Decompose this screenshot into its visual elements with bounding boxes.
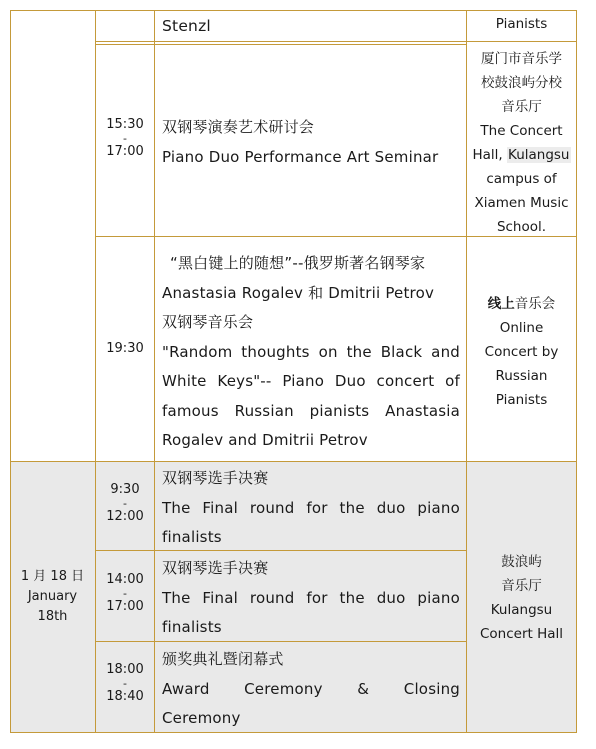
row5-time (96, 661, 154, 706)
row2-event (162, 249, 460, 456)
row3-event (162, 464, 460, 553)
row1-event (162, 113, 460, 172)
row1-event-en: Piano Duo Performance Art Seminar (162, 147, 439, 166)
row2-event-l4: "Random thoughts on the Black and (162, 342, 460, 361)
row1-venue-l5 (466, 143, 577, 167)
row1-venue-hall: Hall, (472, 147, 508, 163)
row2-event-l6: famous Russian pianists Anastasia (162, 401, 460, 420)
row4-time-start: 14:00 (106, 572, 144, 587)
jan18-venue-l2: 音乐厅 (501, 578, 542, 594)
header-venue: Pianists (495, 16, 548, 32)
row1-time-start: 15:30 (106, 117, 144, 132)
row3-event-zh: 双钢琴选手决赛 (162, 469, 269, 487)
row1-time-end: 17:00 (106, 144, 144, 159)
row4-time-sep: - (123, 587, 127, 600)
jan18-venue-l1: 鼓浪屿 (501, 554, 542, 570)
row1-venue-l4: The Concert (480, 123, 563, 139)
row3-time-sep: - (123, 497, 127, 510)
row3-time-end: 12:00 (106, 509, 144, 524)
row1-venue-l7: Xiamen Music (474, 195, 569, 211)
date-en-day: 18th (37, 609, 68, 624)
row2-venue-concert-zh: 音乐会 (514, 296, 556, 312)
jan18-venue (466, 550, 577, 646)
row1-venue-kulangsu: Kulangsu (508, 147, 570, 163)
row5-time-end: 18:40 (106, 689, 144, 704)
row2-venue-l5: Pianists (495, 392, 548, 408)
jan18-venue-l4: Concert Hall (479, 626, 564, 642)
row2-venue (466, 292, 577, 412)
row4-event-zh: 双钢琴选手决赛 (162, 559, 269, 577)
row3-time (96, 481, 154, 526)
row3-time-start: 9:30 (110, 482, 140, 497)
row2-time-start: 19:30 (106, 341, 144, 356)
row-line-3 (10, 461, 577, 462)
row2-time (96, 340, 154, 358)
row4-time (96, 571, 154, 616)
row2-venue-l3: Concert by (484, 344, 559, 360)
row2-event-l1: “黑白键上的随想”--俄罗斯著名钢琴家 (170, 254, 426, 272)
row-line-1b (95, 44, 466, 45)
row2-venue-l4: Russian (495, 368, 548, 384)
row2-venue-l2: Online (499, 320, 544, 336)
row5-event-zh: 颁奖典礼暨闭幕式 (162, 650, 284, 668)
jan18-venue-l3: Kulangsu (490, 602, 553, 618)
row1-venue (466, 47, 577, 239)
row1-time (96, 116, 154, 161)
date-jan18 (10, 567, 95, 627)
row1-time-sep: - (123, 132, 127, 145)
row1-event-zh: 双钢琴演奏艺术研讨会 (162, 118, 315, 136)
row5-time-start: 18:00 (106, 662, 144, 677)
row5-event-en2: Ceremony (162, 709, 241, 727)
row2-event-l3: 双钢琴音乐会 (162, 313, 254, 331)
row2-event-l7: Rogalev and Dmitrii Petrov (162, 431, 368, 449)
row5-time-sep: - (123, 677, 127, 690)
date-zh: 1 月 18 日 (20, 569, 85, 584)
row2-venue-online-zh: 线上 (487, 296, 515, 312)
row4-event-en2: finalists (162, 618, 222, 636)
row5-event (162, 645, 460, 734)
date-en-month: January (27, 589, 78, 604)
row3-event-en2: finalists (162, 528, 222, 546)
row2-event-l2: Anastasia Rogalev 和 Dmitrii Petrov (162, 283, 435, 302)
row4-event (162, 554, 460, 643)
header-title: Stenzl (162, 17, 211, 35)
row3-event-en: The Final round for the duo piano (162, 498, 460, 517)
row1-venue-l6: campus of (486, 171, 557, 187)
row1-venue-l3: 音乐厅 (501, 99, 542, 115)
row2-event-l5: White Keys"-- Piano Duo concert of (162, 372, 460, 390)
col-line-2 (154, 10, 155, 733)
row2-venue-l1 (466, 292, 577, 316)
row4-time-end: 17:00 (106, 599, 144, 614)
row5-event-en: Award Ceremony & Closing (162, 679, 460, 698)
row1-venue-l1: 厦门市音乐学 (481, 51, 562, 67)
row1-venue-l8: School. (496, 219, 547, 235)
row1-venue-l2: 校鼓浪屿分校 (481, 75, 562, 91)
row4-event-en: The Final round for the duo piano (162, 588, 460, 607)
